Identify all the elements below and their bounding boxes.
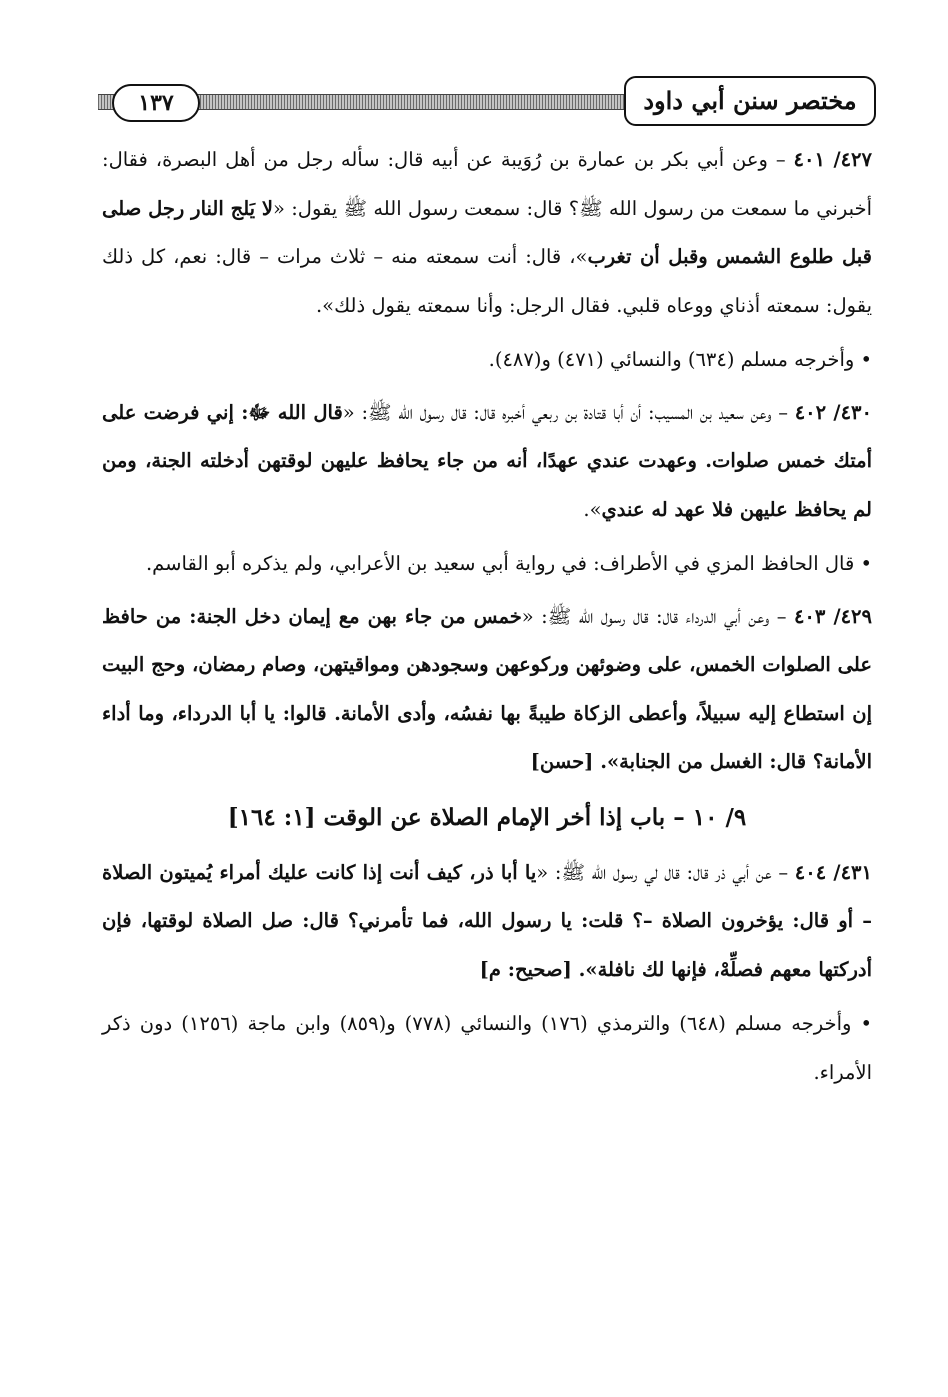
hadith-401 xyxy=(102,136,872,330)
takhrij-note: • وأخرجه مسلم (٦٤٨) والترمذي (١٧٦) والنسائي (٧٧٨) و(٨٥٩) وابن ماجة (١٢٥٦) دون ذكر الأمراء. xyxy=(102,1012,872,1084)
hadith-number: ٤٣١/ ٤٠٤ xyxy=(794,860,872,884)
chapter-heading: ٩/ ١٠ – باب إذا أخر الإمام الصلاة عن الوقت [١: ١٦٤] xyxy=(227,803,747,831)
hadith-quote: قال الله ﷻ: إني فرضت على أمتك خمس صلوات. وعهدت عندي عهدًا، أنه من جاء يحافظ عليهن لوقتهن أدخلته الجنة، ومن لم يحافظ عليهن فلا عهد له عندي xyxy=(102,400,872,521)
hadith-tail: ». [صحيح: م] xyxy=(479,957,598,981)
page-number: ١٣٧ xyxy=(112,84,200,122)
hadith-403 xyxy=(102,593,872,787)
page-header xyxy=(98,76,876,128)
mizzi-note: • قال الحافظ المزي في الأطراف: في رواية أبي سعيد بن الأعرابي، ولم يذكره أبو القاسم. xyxy=(145,552,872,575)
hadith-text: – وعن أبي الدرداء قال: قال رسول الله ﷺ: « xyxy=(521,604,794,628)
hadith-tail: »، قال: أنت سمعته منه – ثلاث مرات – قال: نعم، كل ذلك يقول: سمعته أذناي ووعاه قلبي. فقال الرجل: وأنا سمعته يقول ذلك». xyxy=(102,245,872,317)
hadith-text: – وعن أبي بكر بن عمارة بن رُوَيبة عن أبيه قال: سأله رجل من أهل البصرة، فقال: أخبرني ما سمعت من رسول الله ﷺ؟ قال: سمعت رسول الله ﷺ يقول: « xyxy=(102,148,872,220)
hadith-404 xyxy=(102,849,872,995)
page-content xyxy=(102,136,872,1101)
hadith-quote: خمس من جاء بهن مع إيمان دخل الجنة: من حافظ على الصلوات الخمس، على وضوئهن وركوعهن وسجودهن ومواقيتهن، وصام رمضان، وحج البيت إن استطاع إليه سبيلاً، وأعطى الزكاة طيبةً بها نفسُه، وأدى الأمانة. قالوا: يا أبا الدرداء، وما أداء الأمانة؟ قال: الغسل من الجنابة xyxy=(102,604,872,773)
hadith-text: – وعن سعيد بن المسيب: أن أبا قتادة بن ربعي أخبره قال: قال رسول الله ﷺ: « xyxy=(342,400,795,424)
hadith-quote: يا أبا ذر، كيف أنت إذا كانت عليك أمراء يُميتون الصلاة – أو قال: يؤخرون الصلاة –؟ قلت: يا رسول الله، فما تأمرني؟ قال: صل الصلاة لوقتها، فإن أدركتها معهم فصلِّهْ، فإنها لك نافلة xyxy=(102,860,872,981)
hadith-number: ٤٢٩/ ٤٠٣ xyxy=(793,604,872,628)
hadith-number: ٤٢٧/ ٤٠١ xyxy=(793,148,872,171)
takhrij-note: • وأخرجه مسلم (٦٣٤) والنسائي (٤٧١) و(٤٨٧). xyxy=(488,348,872,371)
hadith-number: ٤٣٠/ ٤٠٢ xyxy=(794,400,872,424)
hadith-quote: لا يَلج النار رجل صلى قبل طلوع الشمس وقبل أن تغرب xyxy=(102,196,872,268)
hadith-text: – عن أبي ذر قال: قال لي رسول الله ﷺ: « xyxy=(536,860,795,884)
hadith-402 xyxy=(102,389,872,535)
hadith-tail: ». [حسن] xyxy=(530,750,620,773)
hadith-tail: ». xyxy=(583,497,602,521)
book-title: مختصر سنن أبي داود xyxy=(624,76,876,126)
